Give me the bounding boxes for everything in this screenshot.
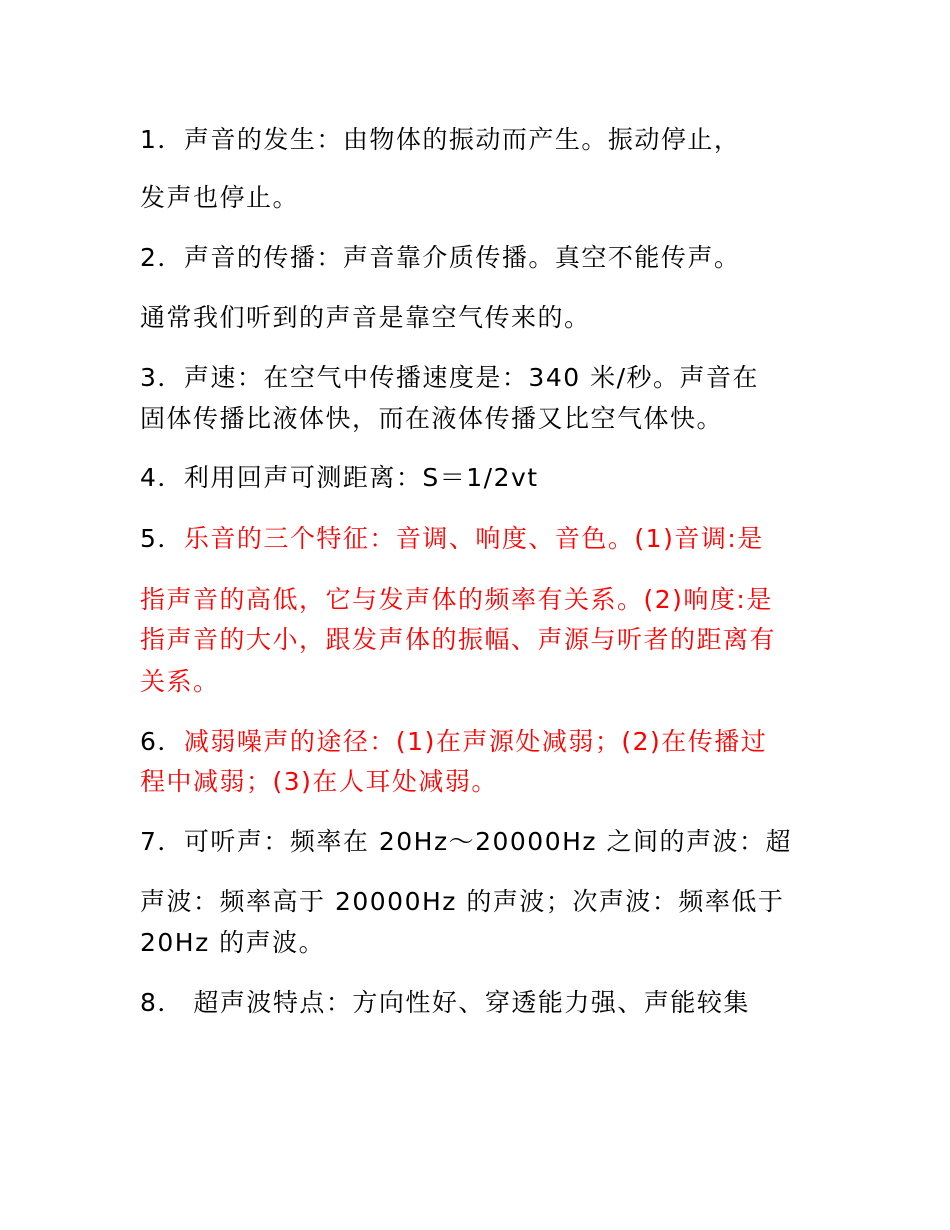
text-line-17: 8． 超声波特点：方向性好、穿透能力强、声能较集 [140, 988, 750, 1017]
item-number-6: 6． [140, 727, 184, 756]
text-line-5: 3．声速：在空气中传播速度是：340 米/秒。声音在 [140, 363, 759, 392]
text-line-8 [140, 524, 764, 554]
text-line-4: 通常我们听到的声音是靠空气传来的。 [140, 303, 591, 332]
highlighted-text: 减弱噪声的途径：(1)在声源处减弱；(2)在传播过 [183, 727, 768, 756]
text-line-14: 7．可听声：频率在 20Hz～20000Hz 之间的声波：超 [140, 827, 792, 856]
text-line-12 [140, 727, 767, 757]
text-line-9: 指声音的高低，它与发声体的频率有关系。(2)响度:是 [140, 585, 773, 614]
text-line-1: 1．声音的发生：由物体的振动而产生。振动停止， [140, 125, 741, 154]
text-line-13: 程中减弱；(3)在人耳处减弱。 [140, 767, 498, 796]
text-line-10: 指声音的大小，跟发声体的振幅、声源与听者的距离有 [140, 625, 777, 654]
highlighted-text: 乐音的三个特征：音调、响度、音色。(1)音调:是 [183, 524, 764, 553]
text-line-7: 4．利用回声可测距离：S＝1/2vt [140, 463, 539, 492]
text-line-6: 固体传播比液体快，而在液体传播又比空气体快。 [140, 404, 724, 433]
text-line-2: 发声也停止。 [140, 183, 300, 212]
item-number-5: 5． [140, 524, 184, 553]
text-line-16: 20Hz 的声波。 [140, 928, 326, 957]
text-line-15: 声波：频率高于 20000Hz 的声波；次声波：频率低于 [140, 887, 785, 916]
text-line-11: 关系。 [140, 667, 220, 696]
text-line-3: 2．声音的传播：声音靠介质传播。真空不能传声。 [140, 243, 741, 272]
